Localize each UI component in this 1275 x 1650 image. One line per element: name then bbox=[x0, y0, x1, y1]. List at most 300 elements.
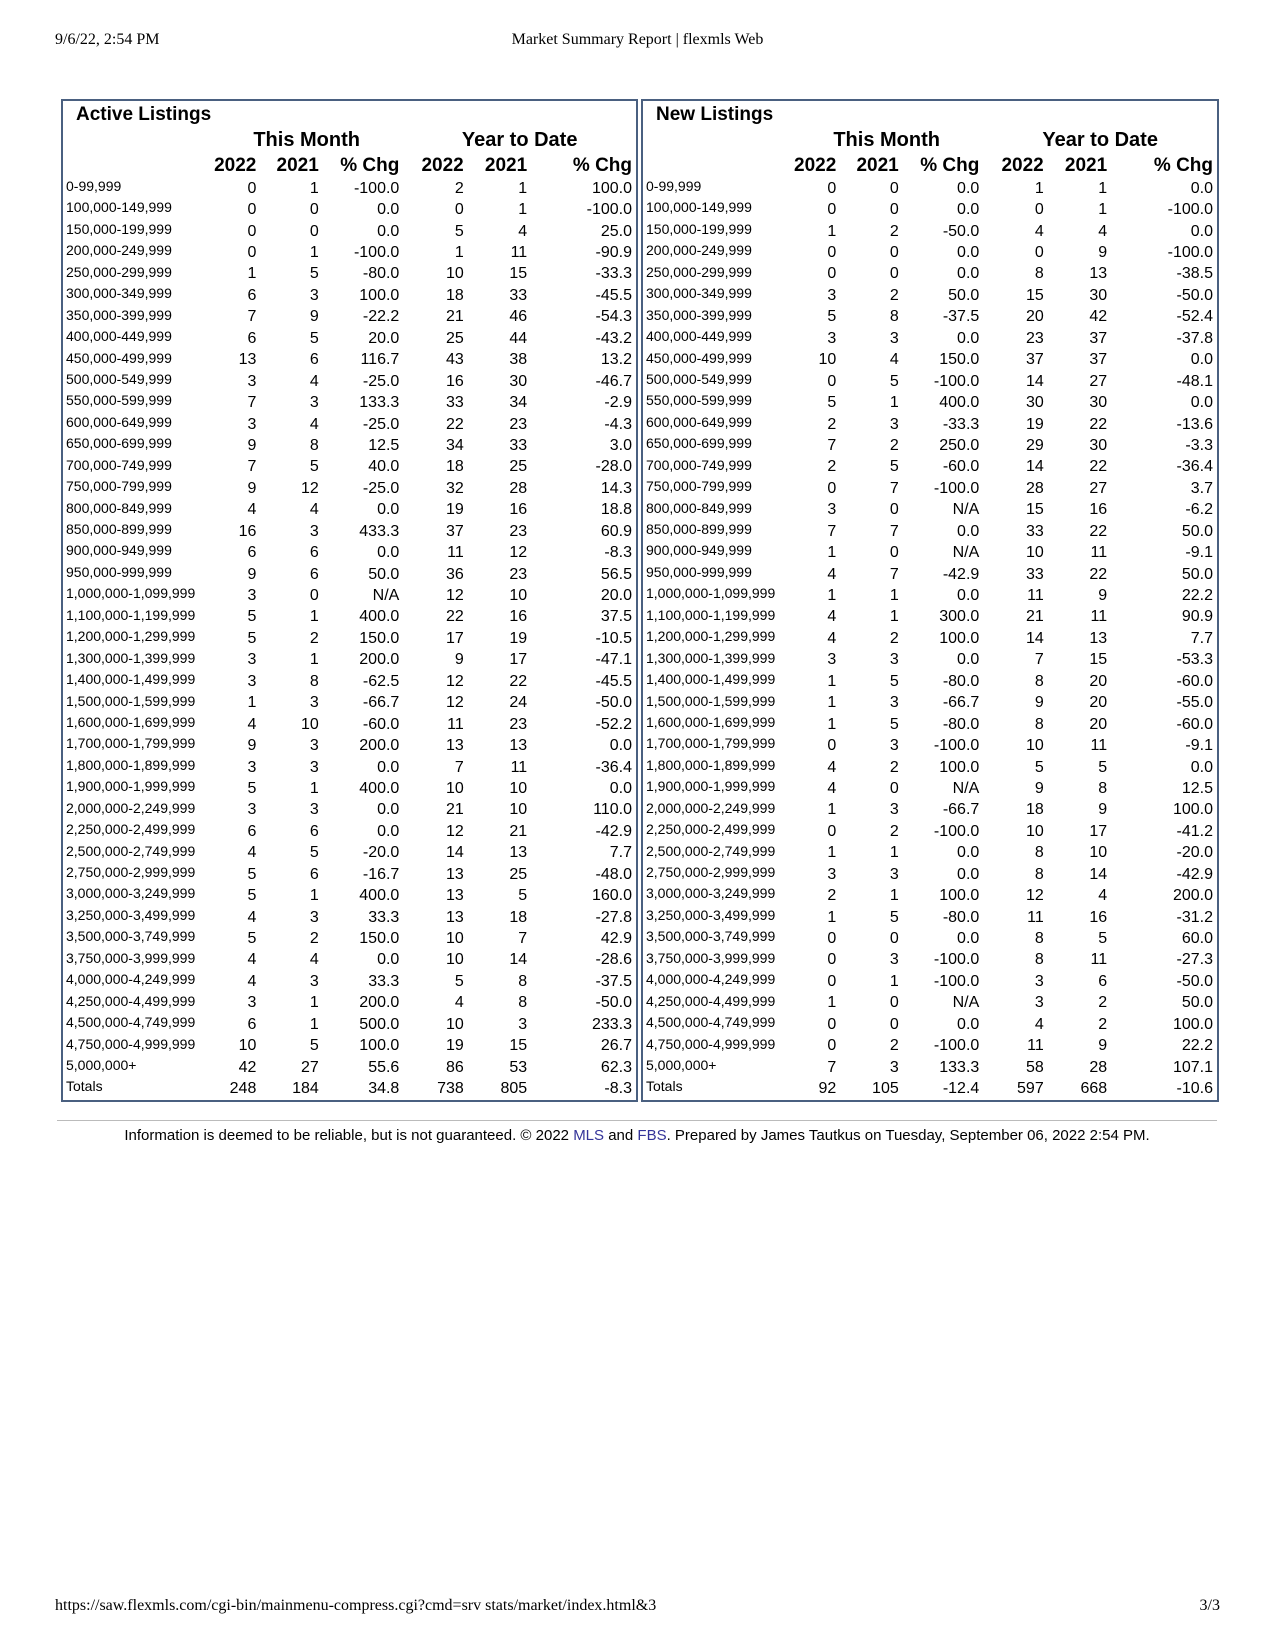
new-listings-panel bbox=[641, 99, 1219, 1102]
table-cell: 7 bbox=[889, 522, 899, 540]
price-range-label: 400,000-449,999 bbox=[66, 328, 172, 345]
price-range-label: 1,000,000-1,099,999 bbox=[66, 585, 196, 602]
table-cell: 7 bbox=[247, 458, 257, 476]
table-cell: 3 bbox=[889, 865, 899, 883]
table-cell: 1 bbox=[518, 179, 528, 197]
table-cell: 16 bbox=[509, 608, 528, 626]
table-cell: 24 bbox=[509, 694, 528, 712]
table-cell: 33 bbox=[1025, 522, 1044, 540]
table-cell: 32 bbox=[445, 479, 464, 497]
table-cell: 5 bbox=[309, 844, 319, 862]
table-cell: 0.0 bbox=[609, 779, 632, 797]
table-row bbox=[643, 628, 1217, 649]
table-cell: 0 bbox=[827, 1015, 837, 1033]
table-cell: 37 bbox=[1089, 351, 1108, 369]
col-2022-ytd: 2022 bbox=[1001, 154, 1044, 176]
price-range-label: 650,000-699,999 bbox=[66, 435, 172, 452]
table-cell: 1 bbox=[827, 587, 837, 605]
active-listings-title: Active Listings bbox=[76, 103, 212, 125]
table-row bbox=[63, 307, 636, 328]
table-cell: -36.4 bbox=[1176, 458, 1213, 476]
table-cell: 1 bbox=[889, 887, 899, 905]
price-range-label: 900,000-949,999 bbox=[646, 542, 752, 559]
table-row bbox=[643, 800, 1217, 821]
table-cell: 8 bbox=[889, 308, 899, 326]
table-cell: 4 bbox=[247, 501, 257, 519]
table-row bbox=[643, 585, 1217, 606]
table-cell: 11 bbox=[1090, 544, 1108, 562]
table-cell: 11 bbox=[447, 544, 464, 562]
table-cell: 50.0 bbox=[368, 565, 400, 583]
table-cell: -27.3 bbox=[1176, 951, 1213, 969]
table-cell: 116.7 bbox=[360, 351, 400, 369]
table-cell: 4 bbox=[1034, 222, 1044, 240]
table-cell: 0 bbox=[827, 265, 837, 283]
price-range-label: 850,000-899,999 bbox=[646, 521, 752, 537]
table-cell: 4 bbox=[309, 372, 319, 390]
table-cell: 4 bbox=[827, 629, 837, 647]
table-row bbox=[63, 864, 636, 885]
disclaimer-and: and bbox=[604, 1127, 638, 1144]
table-cell: 11 bbox=[447, 715, 464, 733]
table-cell: 15 bbox=[1089, 651, 1108, 669]
price-range-label: 1,900,000-1,999,999 bbox=[66, 778, 196, 795]
table-row bbox=[643, 328, 1217, 349]
price-range-label: 800,000-849,999 bbox=[646, 499, 752, 516]
table-row bbox=[63, 264, 636, 285]
table-cell: 1 bbox=[309, 608, 319, 626]
table-cell: 25 bbox=[445, 329, 464, 347]
table-cell: 4 bbox=[827, 758, 837, 776]
table-cell: 0.0 bbox=[377, 758, 400, 776]
table-cell: 0.0 bbox=[957, 244, 980, 262]
table-cell: 1 bbox=[827, 222, 837, 240]
table-cell: 33 bbox=[509, 286, 528, 304]
table-cell: 12 bbox=[1025, 887, 1044, 905]
table-cell: 0.0 bbox=[1190, 179, 1213, 197]
table-cell: 13 bbox=[445, 865, 464, 883]
table-row bbox=[643, 521, 1217, 542]
table-cell: 7 bbox=[889, 565, 899, 583]
table-cell: -60.0 bbox=[1176, 715, 1213, 733]
table-cell: 10 bbox=[509, 801, 528, 819]
table-cell: 10 bbox=[300, 715, 319, 733]
price-range-label: 0-99,999 bbox=[66, 178, 122, 194]
table-cell: 7 bbox=[454, 758, 464, 776]
table-cell: 3 bbox=[889, 951, 899, 969]
table-row bbox=[63, 885, 636, 906]
table-cell: 0.0 bbox=[1190, 222, 1213, 240]
table-cell: 55.6 bbox=[368, 1058, 400, 1076]
col-2021-month: 2021 bbox=[276, 154, 319, 176]
table-row bbox=[63, 285, 636, 306]
table-cell: 4 bbox=[309, 951, 319, 969]
table-cell: 50.0 bbox=[1181, 565, 1213, 583]
fbs-link[interactable]: FBS bbox=[637, 1127, 667, 1144]
table-cell: -36.4 bbox=[595, 758, 632, 776]
table-cell: 4 bbox=[1034, 1015, 1044, 1033]
table-cell: 0.0 bbox=[957, 522, 980, 540]
print-url: https://saw.flexmls.com/cgi-bin/mainmenu-compress.cgi?cmd=srv stats/market/index.html&3 bbox=[55, 1597, 657, 1614]
table-cell: 8 bbox=[1034, 951, 1044, 969]
table-cell: 0 bbox=[827, 201, 837, 219]
price-range-label: 4,250,000-4,499,999 bbox=[646, 992, 776, 1009]
table-cell: 2 bbox=[889, 758, 899, 776]
table-cell: 50.0 bbox=[948, 286, 980, 304]
table-cell: 6 bbox=[247, 822, 257, 840]
table-cell: -100.0 bbox=[586, 201, 632, 219]
table-cell: 0 bbox=[889, 244, 899, 262]
mls-link[interactable]: MLS bbox=[573, 1127, 605, 1144]
table-cell: 9 bbox=[1098, 587, 1108, 605]
table-cell: -9.1 bbox=[1185, 737, 1213, 755]
table-cell: 6 bbox=[1098, 972, 1108, 990]
table-row bbox=[63, 671, 636, 692]
table-cell: -8.3 bbox=[604, 1080, 632, 1098]
table-row bbox=[63, 971, 636, 992]
table-cell: 4 bbox=[889, 351, 899, 369]
table-cell: -100.0 bbox=[933, 822, 980, 840]
table-row bbox=[643, 778, 1217, 799]
table-cell: 2 bbox=[827, 458, 837, 476]
price-range-label: 750,000-799,999 bbox=[646, 478, 752, 495]
table-cell: -45.5 bbox=[595, 286, 632, 304]
table-cell: 5 bbox=[1098, 930, 1108, 948]
table-cell: 0.0 bbox=[1190, 758, 1213, 776]
table-row bbox=[63, 199, 636, 220]
table-cell: 5 bbox=[247, 629, 257, 647]
table-cell: 1 bbox=[518, 201, 528, 219]
table-cell: 1 bbox=[889, 608, 899, 626]
table-cell: 19 bbox=[1025, 415, 1044, 433]
table-cell: -100.0 bbox=[933, 951, 980, 969]
table-cell: 0.0 bbox=[377, 501, 400, 519]
table-cell: 3 bbox=[247, 672, 257, 690]
price-range-label: 500,000-549,999 bbox=[646, 370, 752, 387]
table-cell: 33.3 bbox=[368, 908, 400, 926]
table-cell: 1 bbox=[309, 994, 319, 1012]
table-cell: 0.0 bbox=[377, 201, 400, 219]
table-cell: 0 bbox=[827, 1037, 837, 1055]
table-cell: 8 bbox=[518, 994, 528, 1012]
print-page-number: 3/3 bbox=[1199, 1597, 1220, 1614]
table-cell: -80.0 bbox=[942, 715, 980, 733]
table-cell: 4 bbox=[827, 565, 837, 583]
price-range-label: 950,000-999,999 bbox=[646, 563, 752, 580]
col-chg-month: % Chg bbox=[920, 154, 980, 176]
table-cell: 10 bbox=[445, 265, 464, 283]
table-cell: 100.0 bbox=[591, 179, 632, 197]
table-cell: 0 bbox=[889, 201, 899, 219]
table-cell: 805 bbox=[500, 1080, 528, 1098]
table-cell: 16 bbox=[445, 372, 464, 390]
table-cell: 37 bbox=[1025, 351, 1044, 369]
table-cell: -3.3 bbox=[1185, 436, 1213, 454]
table-cell: 668 bbox=[1080, 1080, 1108, 1098]
table-cell: 3 bbox=[309, 801, 319, 819]
price-range-label: 1,200,000-1,299,999 bbox=[646, 628, 776, 645]
table-cell: 3 bbox=[889, 801, 899, 819]
table-cell: 34 bbox=[445, 436, 464, 454]
table-cell: -12.4 bbox=[942, 1080, 980, 1098]
price-range-label: 4,750,000-4,999,999 bbox=[66, 1035, 196, 1052]
table-cell: 25 bbox=[509, 458, 528, 476]
this-month-header: This Month bbox=[833, 129, 940, 151]
table-cell: 5 bbox=[247, 930, 257, 948]
table-cell: 0 bbox=[1034, 201, 1044, 219]
table-cell: 8 bbox=[1034, 865, 1044, 883]
table-cell: 3 bbox=[247, 587, 257, 605]
table-cell: 1 bbox=[827, 801, 837, 819]
table-cell: 3 bbox=[827, 329, 837, 347]
price-range-label: 300,000-349,999 bbox=[646, 285, 752, 302]
table-row bbox=[643, 1014, 1217, 1035]
table-cell: 7.7 bbox=[1190, 629, 1213, 647]
table-cell: 30 bbox=[1089, 394, 1108, 412]
table-cell: 1 bbox=[247, 694, 257, 712]
price-range-label: Totals bbox=[646, 1078, 683, 1095]
table-cell: 27 bbox=[1089, 479, 1108, 497]
price-range-label: 3,750,000-3,999,999 bbox=[66, 949, 196, 966]
table-cell: 7 bbox=[518, 930, 528, 948]
table-cell: 2 bbox=[889, 436, 899, 454]
price-range-label: 1,500,000-1,599,999 bbox=[66, 692, 196, 709]
table-cell: N/A bbox=[372, 587, 400, 605]
table-cell: 42 bbox=[238, 1058, 257, 1076]
table-cell: 12 bbox=[445, 672, 464, 690]
table-cell: 10 bbox=[445, 930, 464, 948]
price-range-label: 1,100,000-1,199,999 bbox=[66, 606, 196, 623]
table-cell: 19 bbox=[445, 501, 464, 519]
table-row bbox=[63, 478, 636, 499]
table-cell: -47.1 bbox=[595, 651, 632, 669]
col-2021-month: 2021 bbox=[856, 154, 899, 176]
table-cell: 12 bbox=[300, 479, 319, 497]
table-cell: 60.9 bbox=[600, 522, 632, 540]
table-cell: 2 bbox=[889, 1037, 899, 1055]
table-cell: -80.0 bbox=[362, 265, 400, 283]
table-cell: -2.9 bbox=[604, 394, 632, 412]
table-cell: 0 bbox=[889, 179, 899, 197]
table-cell: -9.1 bbox=[1185, 544, 1213, 562]
table-cell: 3 bbox=[889, 329, 899, 347]
table-row bbox=[63, 392, 636, 413]
price-range-label: 3,500,000-3,749,999 bbox=[646, 928, 776, 945]
table-cell: 8 bbox=[1034, 672, 1044, 690]
table-cell: 0.0 bbox=[957, 930, 980, 948]
table-cell: -60.0 bbox=[362, 715, 400, 733]
table-cell: 17 bbox=[1089, 822, 1108, 840]
table-cell: 2 bbox=[827, 887, 837, 905]
table-cell: 16 bbox=[1089, 908, 1108, 926]
table-cell: 28 bbox=[1089, 1058, 1108, 1076]
table-cell: 15 bbox=[509, 265, 528, 283]
table-cell: 0.0 bbox=[957, 179, 980, 197]
table-row bbox=[63, 993, 636, 1014]
price-range-label: 1,000,000-1,099,999 bbox=[646, 585, 776, 602]
table-cell: -100.0 bbox=[933, 737, 980, 755]
price-range-label: 150,000-199,999 bbox=[66, 220, 172, 237]
table-cell: 5 bbox=[309, 265, 319, 283]
active-listings-panel bbox=[61, 99, 638, 1102]
table-cell: 16 bbox=[1089, 501, 1108, 519]
table-cell: -50.0 bbox=[595, 694, 632, 712]
table-cell: 25.0 bbox=[600, 222, 632, 240]
table-cell: 7 bbox=[889, 479, 899, 497]
table-cell: -100.0 bbox=[353, 179, 400, 197]
table-cell: 0.0 bbox=[957, 865, 980, 883]
table-cell: 4 bbox=[454, 994, 464, 1012]
table-row bbox=[63, 457, 636, 478]
table-row bbox=[63, 242, 636, 263]
table-cell: -45.5 bbox=[595, 672, 632, 690]
table-cell: 1 bbox=[1098, 179, 1108, 197]
table-cell: 1 bbox=[1098, 201, 1108, 219]
table-row bbox=[643, 435, 1217, 456]
table-cell: -42.9 bbox=[595, 822, 632, 840]
table-row bbox=[63, 1057, 636, 1078]
price-range-label: 3,250,000-3,499,999 bbox=[646, 906, 776, 923]
table-cell: 133.3 bbox=[359, 394, 400, 412]
table-cell: 2 bbox=[1098, 1015, 1108, 1033]
table-cell: 8 bbox=[309, 672, 319, 690]
table-cell: 17 bbox=[445, 629, 464, 647]
table-cell: -20.0 bbox=[1176, 844, 1213, 862]
table-cell: 1 bbox=[309, 179, 319, 197]
table-cell: 0 bbox=[889, 265, 899, 283]
table-cell: 8 bbox=[1098, 779, 1108, 797]
table-cell: 9 bbox=[247, 737, 257, 755]
table-cell: 6 bbox=[309, 544, 319, 562]
table-cell: 4 bbox=[1098, 887, 1108, 905]
table-cell: 18 bbox=[1025, 801, 1044, 819]
table-cell: 9 bbox=[1098, 244, 1108, 262]
table-cell: 11 bbox=[1090, 608, 1108, 626]
table-cell: -50.0 bbox=[942, 222, 980, 240]
price-range-label: 4,250,000-4,499,999 bbox=[66, 992, 196, 1009]
table-row bbox=[63, 650, 636, 671]
table-cell: 3 bbox=[309, 758, 319, 776]
table-row bbox=[643, 392, 1217, 413]
table-cell: 0.0 bbox=[957, 587, 980, 605]
table-cell: 37 bbox=[1089, 329, 1108, 347]
table-cell: 86 bbox=[445, 1058, 464, 1076]
active-listings-rows bbox=[63, 178, 636, 1100]
table-cell: 8 bbox=[1034, 844, 1044, 862]
price-range-label: 4,000,000-4,249,999 bbox=[66, 971, 196, 988]
price-range-label: 3,500,000-3,749,999 bbox=[66, 928, 196, 945]
table-cell: 23 bbox=[509, 565, 528, 583]
price-range-label: 300,000-349,999 bbox=[66, 285, 172, 302]
table-cell: 28 bbox=[1025, 479, 1044, 497]
table-row bbox=[63, 607, 636, 628]
table-cell: 184 bbox=[292, 1080, 319, 1098]
table-cell: 0 bbox=[827, 479, 837, 497]
table-row bbox=[63, 628, 636, 649]
table-cell: -8.3 bbox=[604, 544, 632, 562]
print-page-title: Market Summary Report | flexmls Web bbox=[511, 31, 764, 48]
table-cell: 250.0 bbox=[939, 436, 980, 454]
table-cell: 3 bbox=[247, 994, 257, 1012]
table-cell: 200.0 bbox=[359, 651, 400, 669]
table-cell: 18 bbox=[509, 908, 528, 926]
table-row bbox=[643, 607, 1217, 628]
table-cell: 0.0 bbox=[377, 951, 400, 969]
table-cell: 3 bbox=[827, 651, 837, 669]
price-range-label: 800,000-849,999 bbox=[66, 499, 172, 516]
table-cell: 0.0 bbox=[377, 801, 400, 819]
table-cell: -33.3 bbox=[942, 415, 980, 433]
table-cell: -100.0 bbox=[1167, 244, 1213, 262]
table-cell: 233.3 bbox=[591, 1015, 632, 1033]
price-range-label: 1,800,000-1,899,999 bbox=[646, 756, 776, 773]
price-range-label: 2,750,000-2,999,999 bbox=[66, 864, 196, 880]
table-row bbox=[63, 542, 636, 563]
table-cell: 10 bbox=[1025, 544, 1044, 562]
table-cell: -20.0 bbox=[362, 844, 400, 862]
table-row bbox=[63, 221, 636, 242]
table-cell: 1 bbox=[827, 908, 837, 926]
table-cell: 100.0 bbox=[939, 758, 980, 776]
table-cell: 7 bbox=[247, 394, 257, 412]
table-cell: 9 bbox=[1098, 801, 1108, 819]
table-cell: -28.0 bbox=[595, 458, 632, 476]
table-cell: 14 bbox=[1089, 865, 1108, 883]
table-cell: 5 bbox=[247, 779, 257, 797]
table-cell: -60.0 bbox=[942, 458, 980, 476]
table-row bbox=[643, 457, 1217, 478]
table-row bbox=[63, 585, 636, 606]
price-range-label: 650,000-699,999 bbox=[646, 435, 752, 452]
price-range-label: 4,500,000-4,749,999 bbox=[66, 1014, 196, 1031]
table-cell: 6 bbox=[309, 565, 319, 583]
table-row bbox=[643, 950, 1217, 971]
table-cell: 1 bbox=[827, 844, 837, 862]
table-cell: 5 bbox=[827, 308, 837, 326]
table-cell: 2 bbox=[889, 629, 899, 647]
table-cell: 19 bbox=[445, 1037, 464, 1055]
table-cell: -4.3 bbox=[604, 415, 632, 433]
table-cell: 5 bbox=[247, 887, 257, 905]
col-chg-ytd: % Chg bbox=[572, 154, 632, 176]
table-cell: 7 bbox=[247, 308, 257, 326]
table-cell: 21 bbox=[445, 801, 464, 819]
price-range-label: 100,000-149,999 bbox=[646, 199, 752, 216]
table-cell: 0 bbox=[889, 501, 899, 519]
table-cell: 0 bbox=[309, 587, 319, 605]
table-cell: 3.7 bbox=[1190, 479, 1213, 497]
table-cell: 4 bbox=[1098, 222, 1108, 240]
table-cell: 1 bbox=[309, 1015, 319, 1033]
table-row bbox=[643, 350, 1217, 371]
table-cell: 22.2 bbox=[1181, 1037, 1213, 1055]
table-cell: 12 bbox=[445, 694, 464, 712]
table-cell: 33.3 bbox=[368, 972, 400, 990]
table-cell: 30 bbox=[1025, 394, 1044, 412]
table-row bbox=[63, 714, 636, 735]
table-cell: 0.0 bbox=[1190, 394, 1213, 412]
price-range-label: 750,000-799,999 bbox=[66, 478, 172, 495]
table-cell: 27 bbox=[1089, 372, 1108, 390]
table-cell: 14 bbox=[1025, 372, 1044, 390]
table-cell: -6.2 bbox=[1185, 501, 1213, 519]
price-range-label: 550,000-599,999 bbox=[66, 392, 172, 409]
table-cell: -42.9 bbox=[942, 565, 980, 583]
price-range-label: 600,000-649,999 bbox=[66, 413, 172, 430]
table-cell: 6 bbox=[309, 351, 319, 369]
table-cell: 12 bbox=[445, 822, 464, 840]
table-cell: 7 bbox=[827, 1058, 837, 1076]
